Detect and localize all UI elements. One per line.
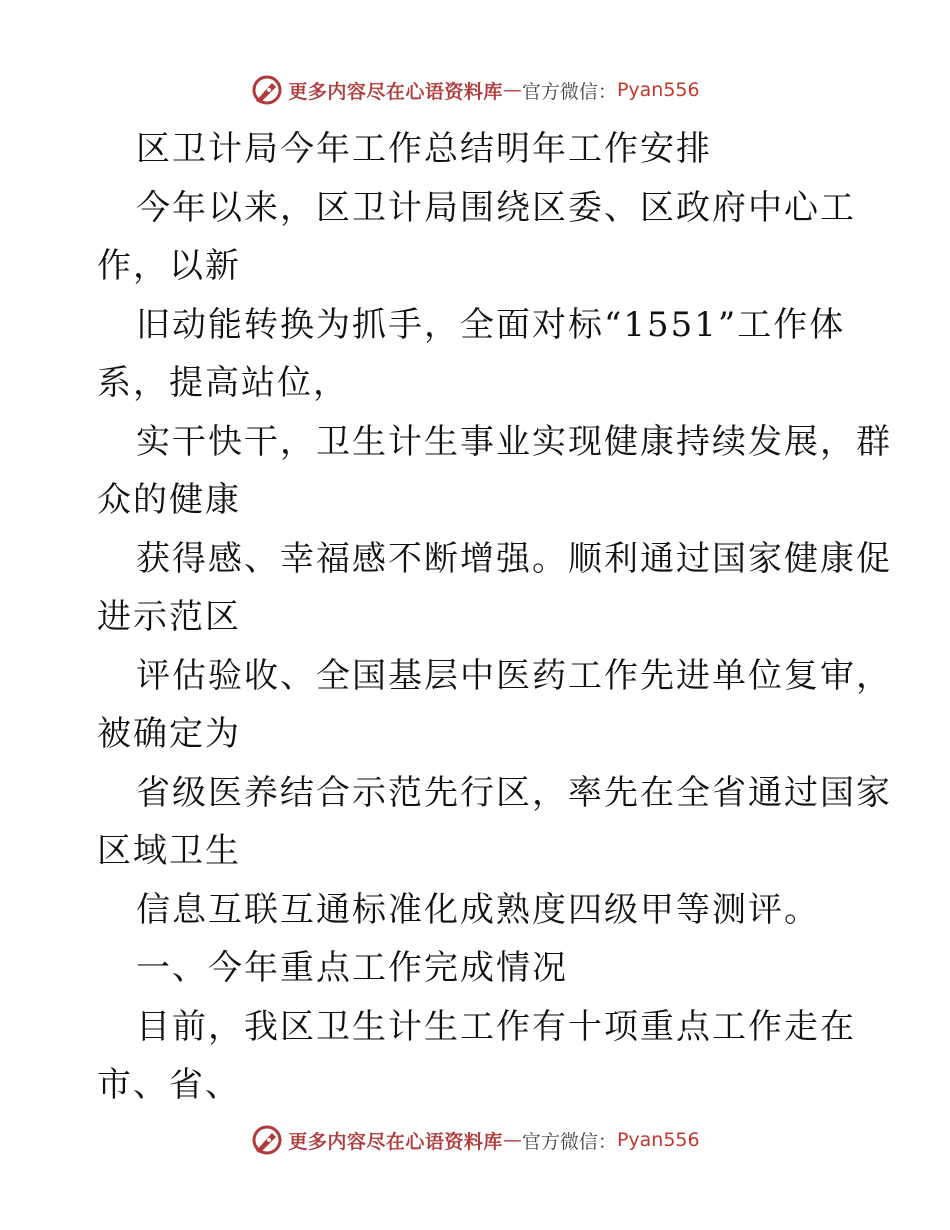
watermark-brand: 更多内容尽在心语资料库 [288,1130,503,1153]
text-line: 作，以新 [97,246,241,286]
footer-watermark [0,1120,950,1160]
text-line: 众的健康 [97,480,241,520]
text-line: 省级医养结合示范先行区，率先在全省通过国家 [136,772,892,813]
section-heading: 一、今年重点工作完成情况 [136,948,568,988]
text-line: 市、省、 [97,1065,241,1105]
pen-nib-logo-icon [250,73,284,107]
text-line: 实干快干，卫生计生事业实现健康持续发展，群 [136,421,892,462]
watermark-separator: — [502,1129,522,1151]
watermark-wechat-id: Pyan556 [616,79,700,101]
text-line: 信息互联互通标准化成熟度四级甲等测评。 [136,889,820,930]
text-line: 目前，我区卫生计生工作有十项重点工作走在 [136,1006,856,1047]
text-line: 评估验收、全国基层中医药工作先进单位复审， [136,655,892,696]
watermark-wechat-id: Pyan556 [616,1129,700,1151]
text-line: 被确定为 [97,714,241,754]
text-line: 今年以来，区卫计局围绕区委、区政府中心工 [136,187,856,228]
text-line: 旧动能转换为抓手，全面对标“1551”工作体 [136,304,846,345]
header-watermark [0,70,950,110]
text-line: 进示范区 [97,597,241,637]
pen-nib-logo-icon [250,1123,284,1157]
text-line: 系，提高站位， [97,363,349,403]
watermark-wechat-label: 官方微信： [521,1130,617,1153]
watermark-brand: 更多内容尽在心语资料库 [288,80,503,103]
text-line: 获得感、幸福感不断增强。顺利通过国家健康促 [136,538,892,579]
document-body [97,120,892,1115]
text-line: 区域卫生 [97,831,241,871]
watermark-separator: — [502,79,522,101]
watermark-wechat-label: 官方微信： [521,80,617,103]
document-title: 区卫计局今年工作总结明年工作安排 [136,129,712,169]
